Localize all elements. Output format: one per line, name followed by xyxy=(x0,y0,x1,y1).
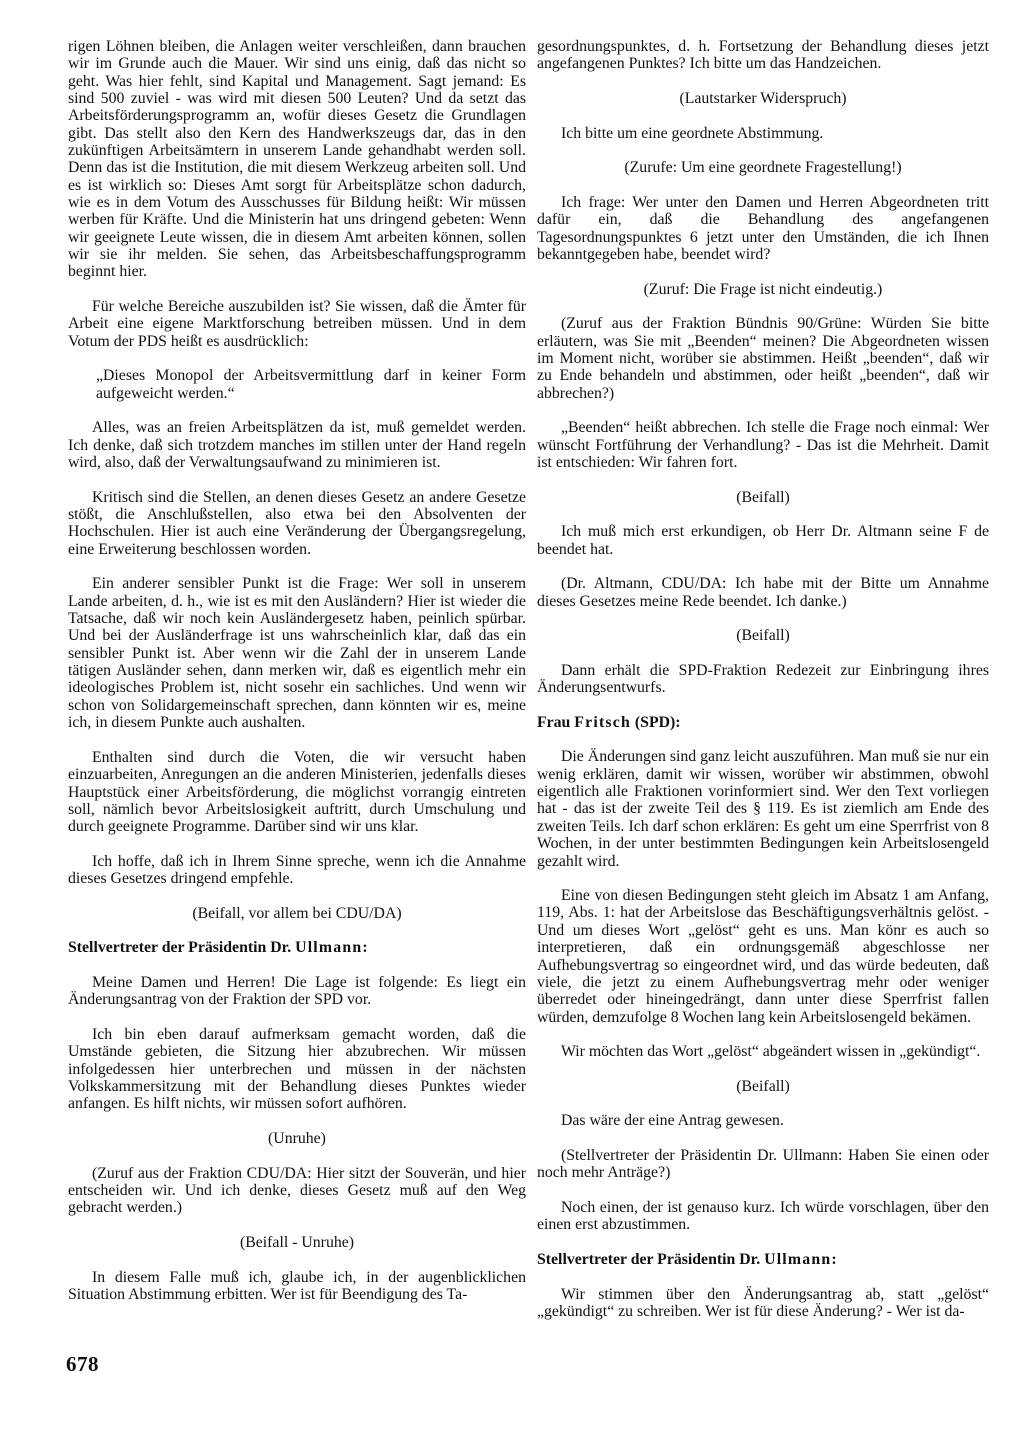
paragraph: Ich muß mich erst erkundigen, ob Herr Dr. Altmann seine F de beendet hat. xyxy=(537,523,989,558)
speaker-colon: : xyxy=(675,713,681,731)
stage-remark: (Lautstarker Widerspruch) xyxy=(679,89,847,107)
speaker-name: Fritsch xyxy=(574,713,631,731)
speaker-heading xyxy=(68,939,526,956)
speaker-heading xyxy=(537,1251,989,1268)
paragraph: (Zuruf aus der Fraktion CDU/DA: Hier sitzt der Souverän, und hier entscheiden wir. Und ich denke, dieses Gesetz muß auf den Weg gebracht werden.) xyxy=(68,1164,526,1217)
speaker-name: Ullmann xyxy=(295,939,363,957)
paragraph: Kritisch sind die Stellen, an denen dieses Gesetz an andere Gesetze stößt, die Anschlußstellen, also etwa bei den Absolventen der Hochschulen. Hier ist auch eine Veränderung der Übergangsregelung, eine Erweiterung beschlossen worden. xyxy=(68,488,526,558)
paragraph: Dann erhält die SPD-Fraktion Redezeit zur Einbringung ihres Änderungsentwurfs. xyxy=(537,661,989,697)
stage-remark: (Beifall) xyxy=(736,488,790,506)
stage-remark: (Beifall) xyxy=(736,627,790,645)
speaker-heading xyxy=(537,714,989,731)
speaker-colon: : xyxy=(362,939,368,957)
paragraph: gesordnungspunktes, d. h. Fortsetzung der Behandlung dieses jetzt angefangenen Punktes? Ich bitte um das Handzeichen. xyxy=(537,38,989,73)
paragraph: In diesem Falle muß ich, glaube ich, in der augenblicklichen Situation Abstimmung erbitten. Wer ist für Beendigung des Ta- xyxy=(68,1268,526,1304)
quotation: „Dieses Monopol der Arbeitsvermittlung darf in keiner Form aufgeweicht werden.“ xyxy=(96,367,526,402)
speaker-party: (SPD) xyxy=(630,713,676,731)
left-column xyxy=(68,38,526,1321)
paragraph: rigen Löhnen bleiben, die Anlagen weiter verschleißen, dann brauchen wir im Grunde auch die Mauer. Wir sind uns einig, daß das nicht so geht. Was hier fehlt, sind Kapital und Management. Sagt jemand: Es sind 500 zuviel - was wird mit diesen 500 Leuten? Und da setzt das Arbeitsförderungsprogramm an, wofür dieses Gesetz die Grundlagen gibt. Das stellt also den Kern des Handwerkszeugs dar, das in den zukünftigen Arbeitsämtern in unserem Lande gehandhabt werden soll. Denn das ist die Institution, die mit diesem Werkzeug arbeiten soll. Und es ist wirklich so: Dieses Amt sorgt für Arbeitsplätze schon dadurch, wie es in dem Votum des Ausschusses für Bildung heißt: Wir müssen werben für Kräfte. Und die Ministerin hat uns dringend gebeten: Wenn wir geeignete Leute wissen, die in diesem Amt arbeiten können, sollen wir sie ihr melden. Sie sehen, das Arbeitsbeschaffungsprogramm beginnt hier. xyxy=(68,38,526,281)
paragraph: Ich frage: Wer unter den Damen und Herren Abgeordneten tritt dafür ein, daß die Behandlung des angefangenen Tagesordnungspunktes 6 jetzt unter den Umständen, die ich Ihnen bekanntgegeben habe, beendet wird? xyxy=(537,193,989,263)
speaker-colon: : xyxy=(831,1251,837,1269)
paragraph: Die Änderungen sind ganz leicht auszuführen. Man muß sie nur ein wenig erklären, damit wir wissen, worüber wir abstimmen, obwohl eigentlich alle Fraktionen vorinformiert sind. Wer den Text vorliegen hat - das ist der zweite Teil des § 119. Es ist ziemlich am Ende des zweiten Teils. Ich darf schon erklären: Es geht um eine Sperrfrist von 8 Wochen, in der unter bestimmten Bedingungen kein Arbeitslosengeld gezahlt wird. xyxy=(537,748,989,870)
paragraph: Ich bitte um eine geordnete Abstimmung. xyxy=(561,124,824,142)
paragraph: Enthalten sind durch die Voten, die wir versucht haben einzuarbeiten, Anregungen an die anderen Ministerien, jedenfalls dieses Hauptstück einer Arbeitsförderung, die möglichst vorrangig eintreten soll, nämlich bevor Arbeitslosigkeit auftritt, durch Umschulung und durch geeignete Programme. Darüber sind wir uns klar. xyxy=(68,748,526,836)
page-number: 678 xyxy=(66,1352,99,1376)
paragraph: Wir stimmen über den Änderungsantrag ab, statt „gelöst“ „gekündigt“ zu schreiben. Wer ist für diese Änderung? - Wer ist da- xyxy=(537,1285,989,1321)
stage-remark: (Beifall - Unruhe) xyxy=(239,1234,355,1252)
paragraph: Ich hoffe, daß ich in Ihrem Sinne spreche, wenn ich die Annahme dieses Gesetzes dringend empfehle. xyxy=(68,852,526,888)
right-column xyxy=(537,38,989,1338)
paragraph: Das wäre der eine Antrag gewesen. xyxy=(561,1112,784,1130)
paragraph: (Zuruf aus der Fraktion Bündnis 90/Grüne: Würden Sie bitte erläutern, was Sie mit „Beenden“ meinen? Die Abgeordneten wissen im Moment nicht, worüber sie abstimmen. Heißt „beenden“, daß wir zu Ende behandeln und abstimmen, oder heißt „beenden“, daß wir abbrechen?) xyxy=(537,315,989,402)
paragraph: „Beenden“ heißt abbrechen. Ich stelle die Frage noch einmal: Wer wünscht Fortführung der Verhandlung? - Das ist die Mehrheit. Damit ist entschieden: Wir fahren fort. xyxy=(537,419,989,471)
paragraph: Eine von diesen Bedingungen steht gleich im Absatz 1 am Anfang, 119, Abs. 1: hat der Arbeitslose das Beschäftigungsverhältnis gelöst. - Und um dieses Wort „gelöst“ geht es uns. Man könr es auch so interpretieren, daß ein ordnungsgemäß abgeschlosse ner Aufhebungsvertrag so eingeordnet wird, und das würde bedeuten, daß viele, die jetzt zu einem Aufhebungsvertrag mehr oder weniger überredet oder hineingedrängt, dann unter diese Sperrfrist fallen würden, demzufolge 8 Wochen lang kein Arbeitslosengeld bekämen. xyxy=(537,887,989,1026)
stage-remark: (Unruhe) xyxy=(268,1130,326,1148)
paragraph: Wir möchten das Wort „gelöst“ abgeändert wissen in „gekündigt“. xyxy=(561,1043,981,1061)
paragraph: Noch einen, der ist genauso kurz. Ich würde vorschlagen, über den einen erst abzustimmen. xyxy=(537,1199,989,1234)
speaker-role: Stellvertreter der Präsidentin Dr. xyxy=(68,939,296,957)
paragraph: Ein anderer sensibler Punkt ist die Frage: Wer soll in unserem Lande arbeiten, d. h., wie ist es mit den Ausländern? Hier ist wieder die Tatsache, daß wir noch kein Ausländergesetz haben, peinlich spürbar. Und bei der Ausländerfrage ist uns wahrscheinlich klar, daß das ein sensibler Punkt ist. Aber wenn wir die Zahl der in unserem Lande tätigen Ausländer sehen, dann merken wir, daß es eigentlich mehr ein ideologisches Problem ist, nicht sosehr ein sachliches. Und wenn wir schon von Solidargemeinschaft sprechen, dann könnten wir es, meine ich, in diesem Punkte auch aushalten. xyxy=(68,575,526,732)
paragraph: (Dr. Altmann, CDU/DA: Ich habe mit der Bitte um Annahme dieses Gesetzes meine Rede beendet. Ich danke.) xyxy=(537,575,989,610)
paragraph: (Stellvertreter der Präsidentin Dr. Ullmann: Haben Sie einen oder noch mehr Anträge?) xyxy=(537,1147,989,1182)
speaker-role: Frau xyxy=(537,713,575,731)
speaker-role: Stellvertreter der Präsidentin Dr. xyxy=(537,1251,765,1269)
paragraph: Alles, was an freien Arbeitsplätzen da ist, muß gemeldet werden. Ich denke, daß sich trotzdem manches im stillen unter der Hand regeln wird, also, daß der Verwaltungsaufwand zu minimieren ist. xyxy=(68,419,526,472)
speaker-name: Ullmann xyxy=(764,1251,832,1269)
stage-remark: (Beifall, vor allem bei CDU/DA) xyxy=(192,904,402,922)
stage-remark: (Beifall) xyxy=(736,1077,790,1095)
paragraph: Für welche Bereiche auszubilden ist? Sie wissen, daß die Ämter für Arbeit eine eigene Marktforschung betreiben müssen. Und in dem Votum der PDS heißt es ausdrücklich: xyxy=(68,298,526,350)
paragraph: Ich bin eben darauf aufmerksam gemacht worden, daß die Umstände gebieten, die Sitzung hier abzubrechen. Wir müssen infolgedessen hier unterbrechen und müssen in der nächsten Volkskammersitzung mit der Behandlung dieses Punktes wieder anfangen. Es hilft nichts, wir müssen sofort aufhören. xyxy=(68,1026,526,1113)
stage-remark: (Zurufe: Um eine geordnete Fragestellung!) xyxy=(624,159,902,177)
stage-remark: (Zuruf: Die Frage ist nicht eindeutig.) xyxy=(643,280,883,298)
paragraph: Meine Damen und Herren! Die Lage ist folgende: Es liegt ein Änderungsantrag von der Fraktion der SPD vor. xyxy=(68,974,526,1009)
